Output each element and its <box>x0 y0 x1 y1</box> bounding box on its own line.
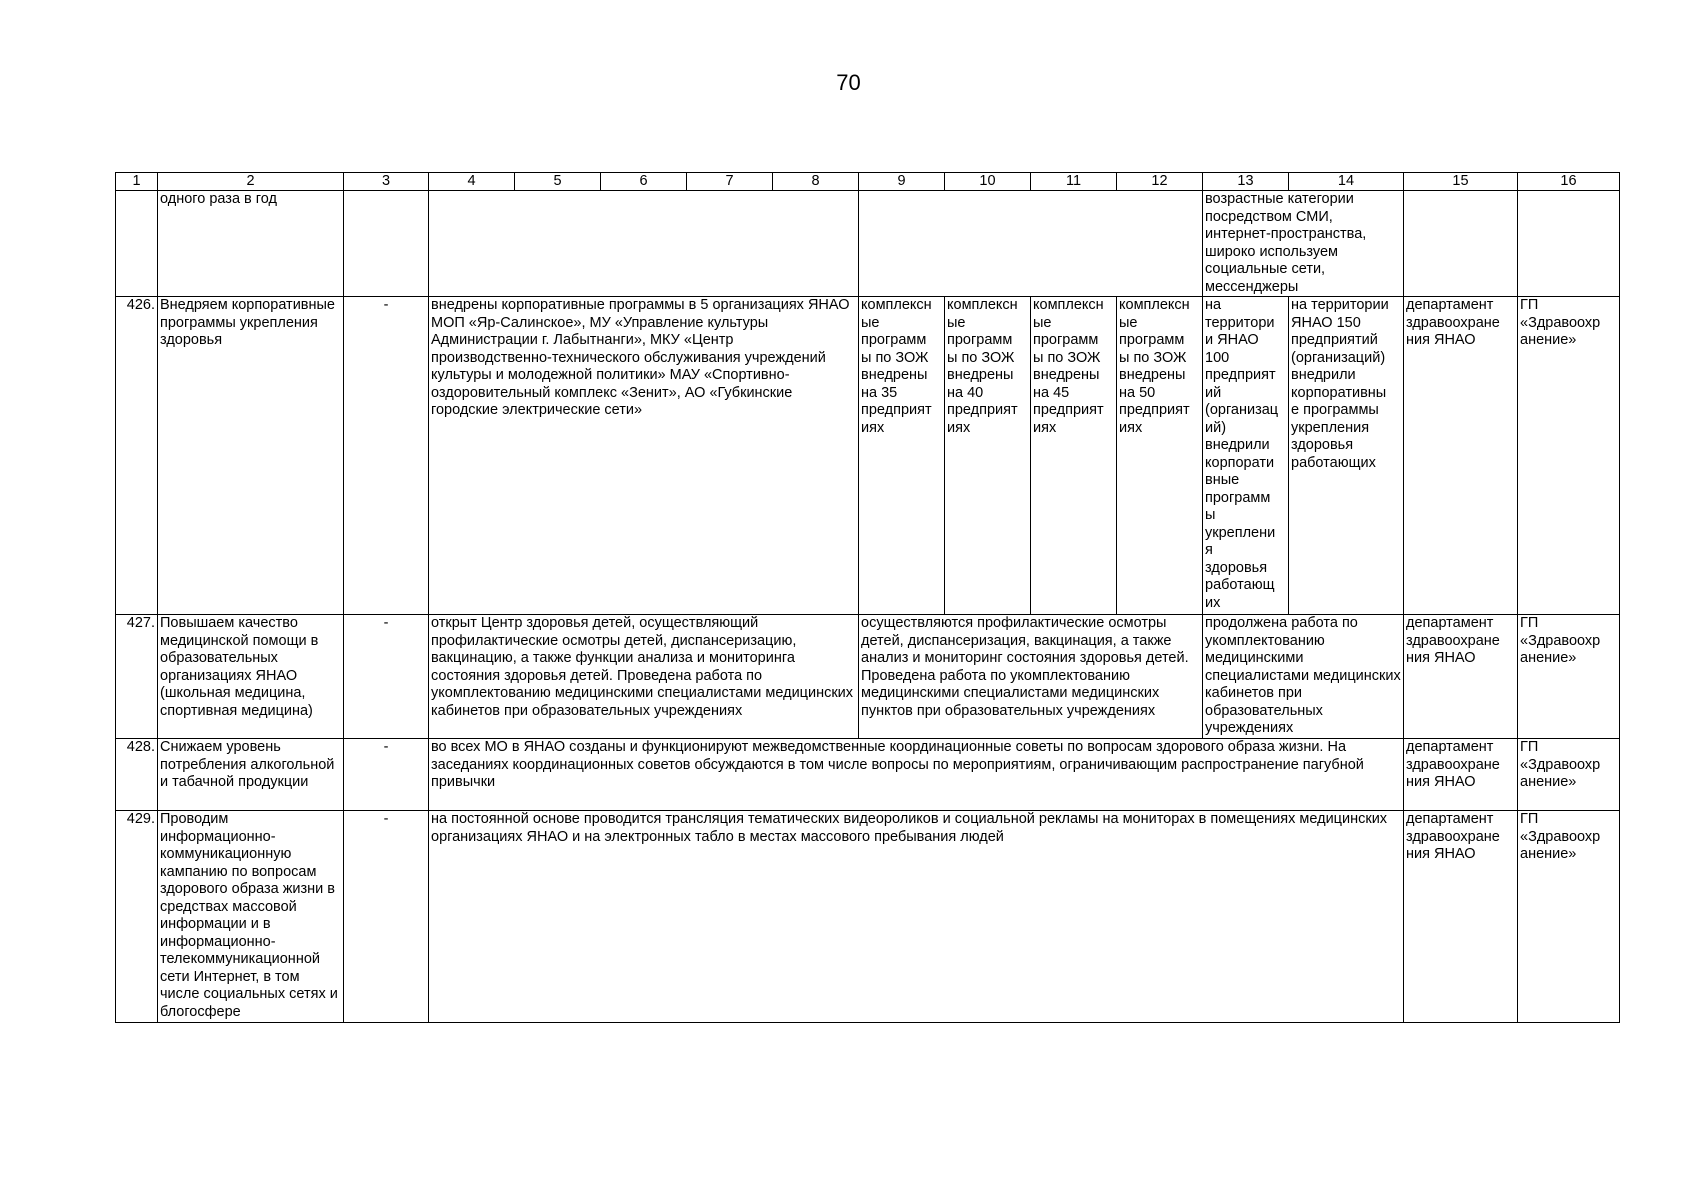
col-header: 13 <box>1203 173 1289 191</box>
target-cell-9: комплексн ые программ ы по ЗОЖ внедрены на 35 предприят иях <box>859 297 945 615</box>
program-cell: ГП «Здравоохр анение» <box>1518 297 1620 615</box>
target-cell: осуществляются профилактические осмотры детей, диспансеризация, вакцинация, а также анализ и мониторинг состояния здоровья детей. Проведена работа по укомплектованию медицинскими специалистами медицинских пунктов при образовательных учреждениях <box>859 615 1203 739</box>
program-cell: ГП «Здравоохр анение» <box>1518 739 1620 811</box>
col-header: 7 <box>687 173 773 191</box>
status-cell: внедрены корпоративные программы в 5 организациях ЯНАО МОП «Яр-Салинское», МУ «Управление культуры Администрации г. Лабытнанги», МКУ «Центр производственно-технического обслуживания учреждений культуры и молодежной политики» МАУ «Спортивно-оздоровительный комплекс «Зенит», АО «Губкинские городские электрические сети» <box>429 297 859 615</box>
program-cell: ГП «Здравоохр анение» <box>1518 615 1620 739</box>
responsible-cell: департамент здравоохране ния ЯНАО <box>1404 811 1518 1023</box>
row-number: 426. <box>116 297 158 615</box>
status-cell: открыт Центр здоровья детей, осуществляющий профилактические осмотры детей, диспансеризацию, вакцинацию, а также функции анализа и мониторинга состояния здоровья детей. Проведена работа по укомплектованию медицинскими специалистами медицинских кабинетов при образовательных учреждениях <box>429 615 859 739</box>
col-header: 8 <box>773 173 859 191</box>
column-number-row <box>116 173 1620 191</box>
table-row-426 <box>116 297 1620 615</box>
empty-cell <box>344 191 429 297</box>
target-cell-14: на территории ЯНАО 150 предприятий (организаций) внедрили корпоративны е программы укрепления здоровья работающих <box>1289 297 1404 615</box>
dash-cell: - <box>344 811 429 1023</box>
empty-cell <box>1518 191 1620 297</box>
col-header: 14 <box>1289 173 1404 191</box>
status-cell: во всех МО в ЯНАО созданы и функционируют межведомственные координационные советы по вопросам здорового образа жизни. На заседаниях координационных советов обсуждаются в том числе вопросы по мероприятиям, ограничивающим распространение пагубной привычки <box>429 739 1404 811</box>
target-cell-10: комплексн ые программ ы по ЗОЖ внедрены на 40 предприят иях <box>945 297 1031 615</box>
dash-cell: - <box>344 615 429 739</box>
dash-cell: - <box>344 297 429 615</box>
col-header: 15 <box>1404 173 1518 191</box>
col-header: 11 <box>1031 173 1117 191</box>
measure-cell: Проводим информационно-коммуникационную кампанию по вопросам здорового образа жизни в средствах массовой информации и в информационно-телекоммуникационной сети Интернет, в том числе социальных сетях и блогосфере <box>158 811 344 1023</box>
col-header: 2 <box>158 173 344 191</box>
row-number: 427. <box>116 615 158 739</box>
col-header: 3 <box>344 173 429 191</box>
program-cell: ГП «Здравоохр анение» <box>1518 811 1620 1023</box>
page-number: 70 <box>836 70 861 95</box>
empty-cell <box>429 191 859 297</box>
table-row-427 <box>116 615 1620 739</box>
status-cell: на постоянной основе проводится трансляция тематических видеороликов и социальной рекламы на мониторах в помещениях медицинских организациях ЯНАО и на электронных табло в местах массового пребывания людей <box>429 811 1404 1023</box>
responsible-cell: департамент здравоохране ния ЯНАО <box>1404 297 1518 615</box>
col-header: 12 <box>1117 173 1203 191</box>
col-header: 16 <box>1518 173 1620 191</box>
target-cell-11: комплексн ые программ ы по ЗОЖ внедрены на 45 предприят иях <box>1031 297 1117 615</box>
responsible-cell: департамент здравоохране ния ЯНАО <box>1404 615 1518 739</box>
result-cell: продолжена работа по укомплектованию медицинскими специалистами медицинских кабинетов при образовательных учреждениях <box>1203 615 1404 739</box>
result-cell: возрастные категории посредством СМИ, интернет-пространства, широко используем социальные сети, мессенджеры <box>1203 191 1404 297</box>
dash-cell: - <box>344 739 429 811</box>
measure-cell: Повышаем качество медицинской помощи в образовательных организациях ЯНАО (школьная медицина, спортивная медицина) <box>158 615 344 739</box>
row-number-cell <box>116 191 158 297</box>
empty-cell <box>859 191 1203 297</box>
col-header: 9 <box>859 173 945 191</box>
table-row-428 <box>116 739 1620 811</box>
col-header: 5 <box>515 173 601 191</box>
col-header: 4 <box>429 173 515 191</box>
table-row-continuation <box>116 191 1620 297</box>
measure-cell: одного раза в год <box>158 191 344 297</box>
measures-table <box>115 172 1620 1023</box>
measure-cell: Снижаем уровень потребления алкогольной и табачной продукции <box>158 739 344 811</box>
row-number: 428. <box>116 739 158 811</box>
measure-cell: Внедряем корпоративные программы укрепления здоровья <box>158 297 344 615</box>
table-row-429 <box>116 811 1620 1023</box>
responsible-cell: департамент здравоохране ния ЯНАО <box>1404 739 1518 811</box>
empty-cell <box>1404 191 1518 297</box>
target-cell-13: на территори и ЯНАО 100 предприят ий (организац ий) внедрили корпорати вные программ ы укреплени я здоровья работающ их <box>1203 297 1289 615</box>
row-number: 429. <box>116 811 158 1023</box>
target-cell-12: комплексн ые программ ы по ЗОЖ внедрены на 50 предприят иях <box>1117 297 1203 615</box>
col-header: 1 <box>116 173 158 191</box>
col-header: 10 <box>945 173 1031 191</box>
col-header: 6 <box>601 173 687 191</box>
